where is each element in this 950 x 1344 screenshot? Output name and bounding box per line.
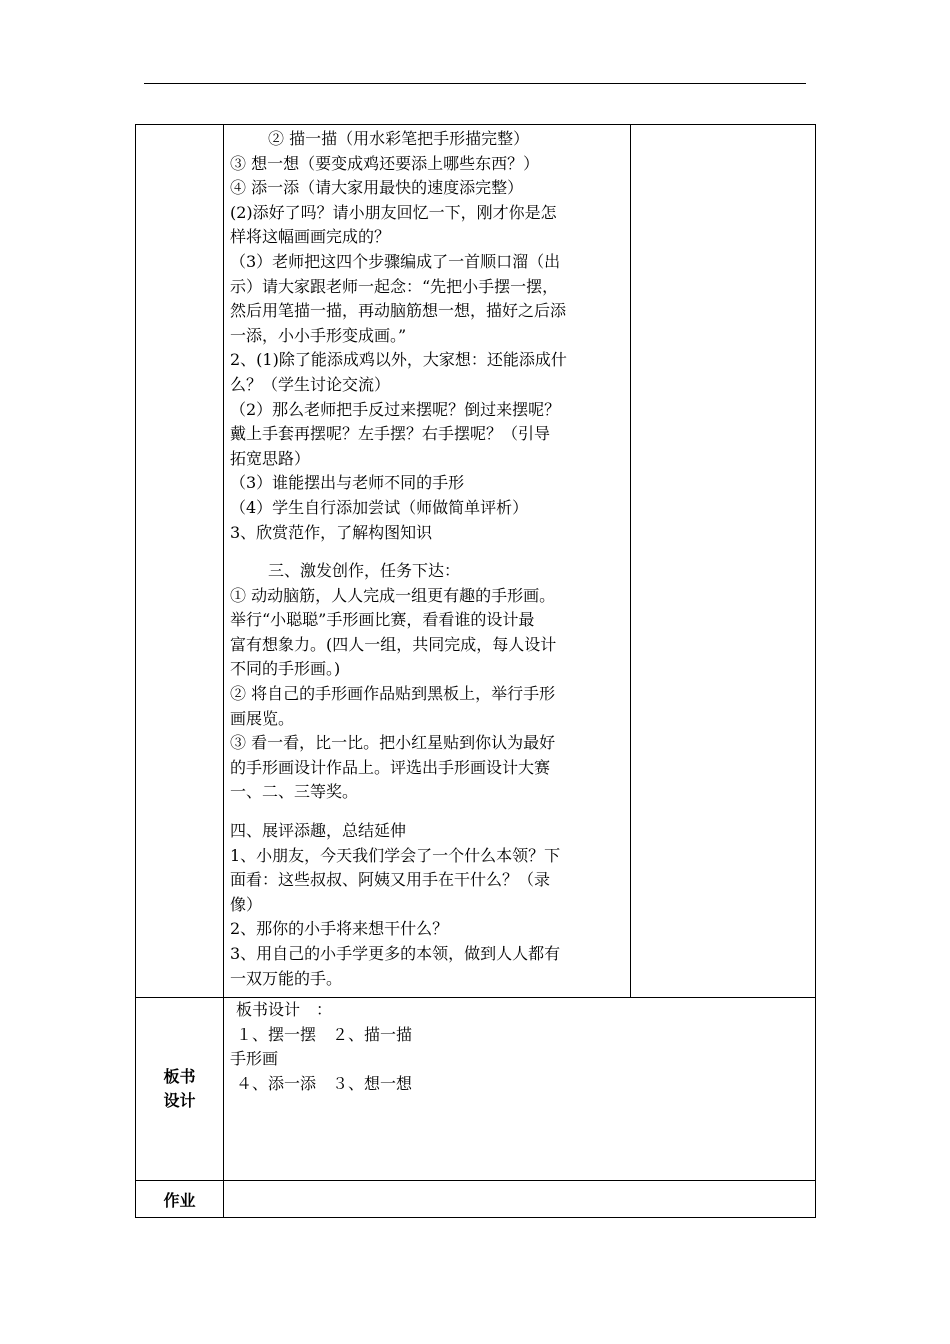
text-line: ④ 添一添（请大家用最快的速度添完整） (230, 178, 524, 198)
text-line: 然后用笔描一描，再动脑筋想一想，描好之后添 (230, 301, 567, 321)
text-line: 富有想象力。(四人一组，共同完成，每人设计 (230, 634, 557, 654)
text-line: 示）请大家跟老师一起念：“先把小手摆一摆， (230, 276, 559, 296)
text-line: 3、用自己的小手学更多的本领，做到人人都有 (230, 944, 561, 963)
text-line: 画展览。 (230, 708, 295, 728)
teaching-process-cell (224, 125, 631, 998)
board-design-row (136, 998, 816, 1181)
text-line: （3）老师把这四个步骤编成了一首顺口溜（出 (230, 251, 561, 271)
teaching-process-row (136, 125, 816, 998)
text-line: 2、(1)除了能添成鸡以外，大家想：还能添成什 (230, 350, 567, 370)
text-line: （4）学生自行添加尝试（师做简单评析） (230, 497, 529, 517)
text-line: 不同的手形画。) (230, 659, 341, 679)
text-line: 3、欣赏范作，了解构图知识 (230, 522, 433, 542)
teaching-process-text (224, 125, 630, 991)
board-line: １、摆一摆 ２、描一描 (236, 1024, 413, 1044)
text-line: 拓宽思路） (230, 448, 311, 468)
board-label-line2: 设计 (163, 1091, 196, 1110)
text-line: 面看：这些叔叔、阿姨又用手在干什么？（录 (230, 870, 551, 890)
empty-notes-cell (631, 125, 816, 998)
lesson-plan-table (135, 124, 816, 1218)
text-line: 么？（学生讨论交流） (230, 374, 391, 394)
homework-cell (224, 1181, 816, 1218)
text-line: (2)添好了吗？请小朋友回忆一下，刚才你是怎 (230, 202, 557, 222)
text-line: 一、二、三等奖。 (230, 782, 359, 802)
text-line: ② 描一描（用水彩笔把手形描完整） (268, 129, 530, 148)
board-design-text (224, 998, 815, 1096)
text-line: 2、那你的小手将来想干什么？ (230, 919, 449, 939)
text-line: 样将这幅画画完成的？ (230, 227, 391, 247)
homework-row (136, 1181, 816, 1218)
text-line: ③ 想一想（要变成鸡还要添上哪些东西？） (230, 153, 540, 173)
text-line: ① 动动脑筋，人人完成一组更有趣的手形画。 (230, 585, 556, 605)
board-label-line1: 板书 (163, 1067, 196, 1086)
header-rule (144, 83, 806, 84)
section-heading: 三、激发创作，任务下达： (268, 561, 461, 581)
text-line: ② 将自己的手形画作品贴到黑板上，举行手形 (230, 684, 556, 704)
board-line: 手形画 (230, 1049, 279, 1069)
text-line: 一添，小小手形变成画。” (230, 325, 407, 345)
text-line: 的手形画设计作品上。评选出手形画设计大赛 (230, 757, 551, 777)
board-line: 板书设计 ： (236, 1000, 333, 1019)
board-design-cell (224, 998, 816, 1181)
text-line: 戴上手套再摆呢？左手摆？右手摆呢？（引导 (230, 424, 551, 444)
empty-label-cell (136, 125, 224, 998)
homework-label: 作业 (136, 1181, 224, 1218)
text-line: （2）那么老师把手反过来摆呢？倒过来摆呢？ (230, 399, 561, 419)
text-line: （3）谁能摆出与老师不同的手形 (230, 473, 465, 493)
text-line: 举行“小聪聪”手形画比赛，看看谁的设计最 (230, 610, 535, 630)
text-line: 1、小朋友，今天我们学会了一个什么本领？下 (230, 845, 561, 865)
text-line: 像） (230, 894, 263, 914)
board-line: ４、添一添 ３、想一想 (236, 1073, 413, 1093)
board-design-label (136, 998, 224, 1181)
text-line: ③ 看一看，比一比。把小红星贴到你认为最好 (230, 733, 556, 753)
text-line: 一双万能的手。 (230, 968, 343, 988)
section-heading: 四、展评添趣，总结延伸 (230, 821, 407, 841)
